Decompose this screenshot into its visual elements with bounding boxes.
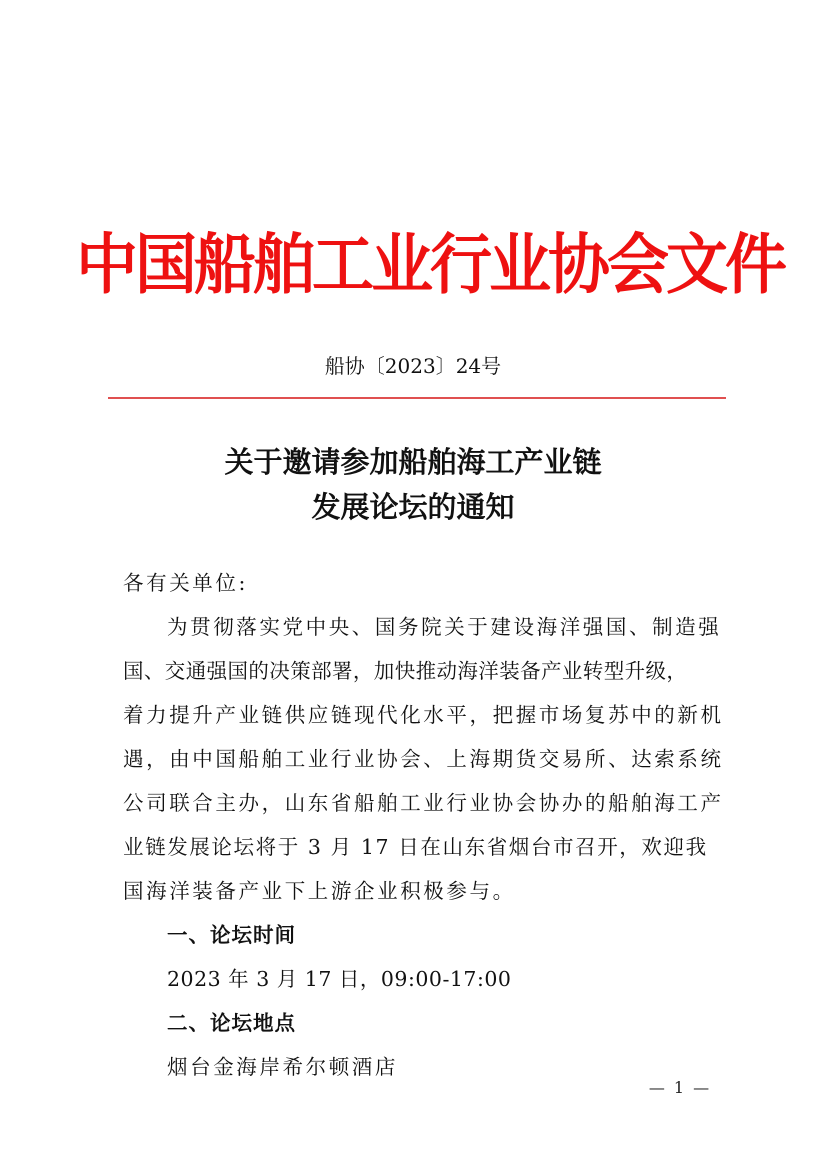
red-divider-line (108, 397, 726, 399)
intro-paragraph (123, 605, 724, 913)
paragraph-line: 国、交通强国的决策部署，加快推动海洋装备产业转型升级， (123, 659, 688, 683)
paragraph-line: 公司联合主办，山东省船舶工业行业协会协办的船舶海工产 (123, 791, 724, 815)
notice-title (0, 440, 826, 530)
paragraph-line: 国海洋装备产业下上游企业积极参与。 (123, 879, 516, 903)
notice-title-line-1: 关于邀请参加船舶海工产业链 (224, 445, 602, 479)
section-content: 2023 年 3 月 17 日，09:00-17:00 (167, 967, 512, 991)
paragraph-line: 着力提升产业链供应链现代化水平，把握市场复苏中的新机 (123, 703, 724, 727)
issuer-title: 中国船舶工业行业协会文件 (75, 230, 784, 302)
section-forum-time (123, 913, 705, 1001)
page-number: — 1 — (648, 1078, 712, 1097)
notice-title-line-2: 发展论坛的通知 (311, 490, 515, 524)
section-heading: 二、论坛地点 (167, 1011, 296, 1035)
notice-body (123, 561, 724, 1089)
section-forum-location (123, 1001, 705, 1089)
paragraph-line: 为贯彻落实党中央、国务院关于建设海洋强国、制造强 (167, 615, 722, 639)
section-content: 烟台金海岸希尔顿酒店 (167, 1055, 398, 1079)
section-heading: 一、论坛时间 (167, 923, 296, 947)
paragraph-line: 遇，由中国船舶工业行业协会、上海期货交易所、达索系统 (123, 747, 724, 771)
document-number: 船协〔2023〕24号 (324, 354, 502, 378)
salutation: 各有关单位: (123, 571, 249, 595)
paragraph-line: 业链发展论坛将于 3 月 17 日在山东省烟台市召开，欢迎我 (123, 835, 708, 859)
